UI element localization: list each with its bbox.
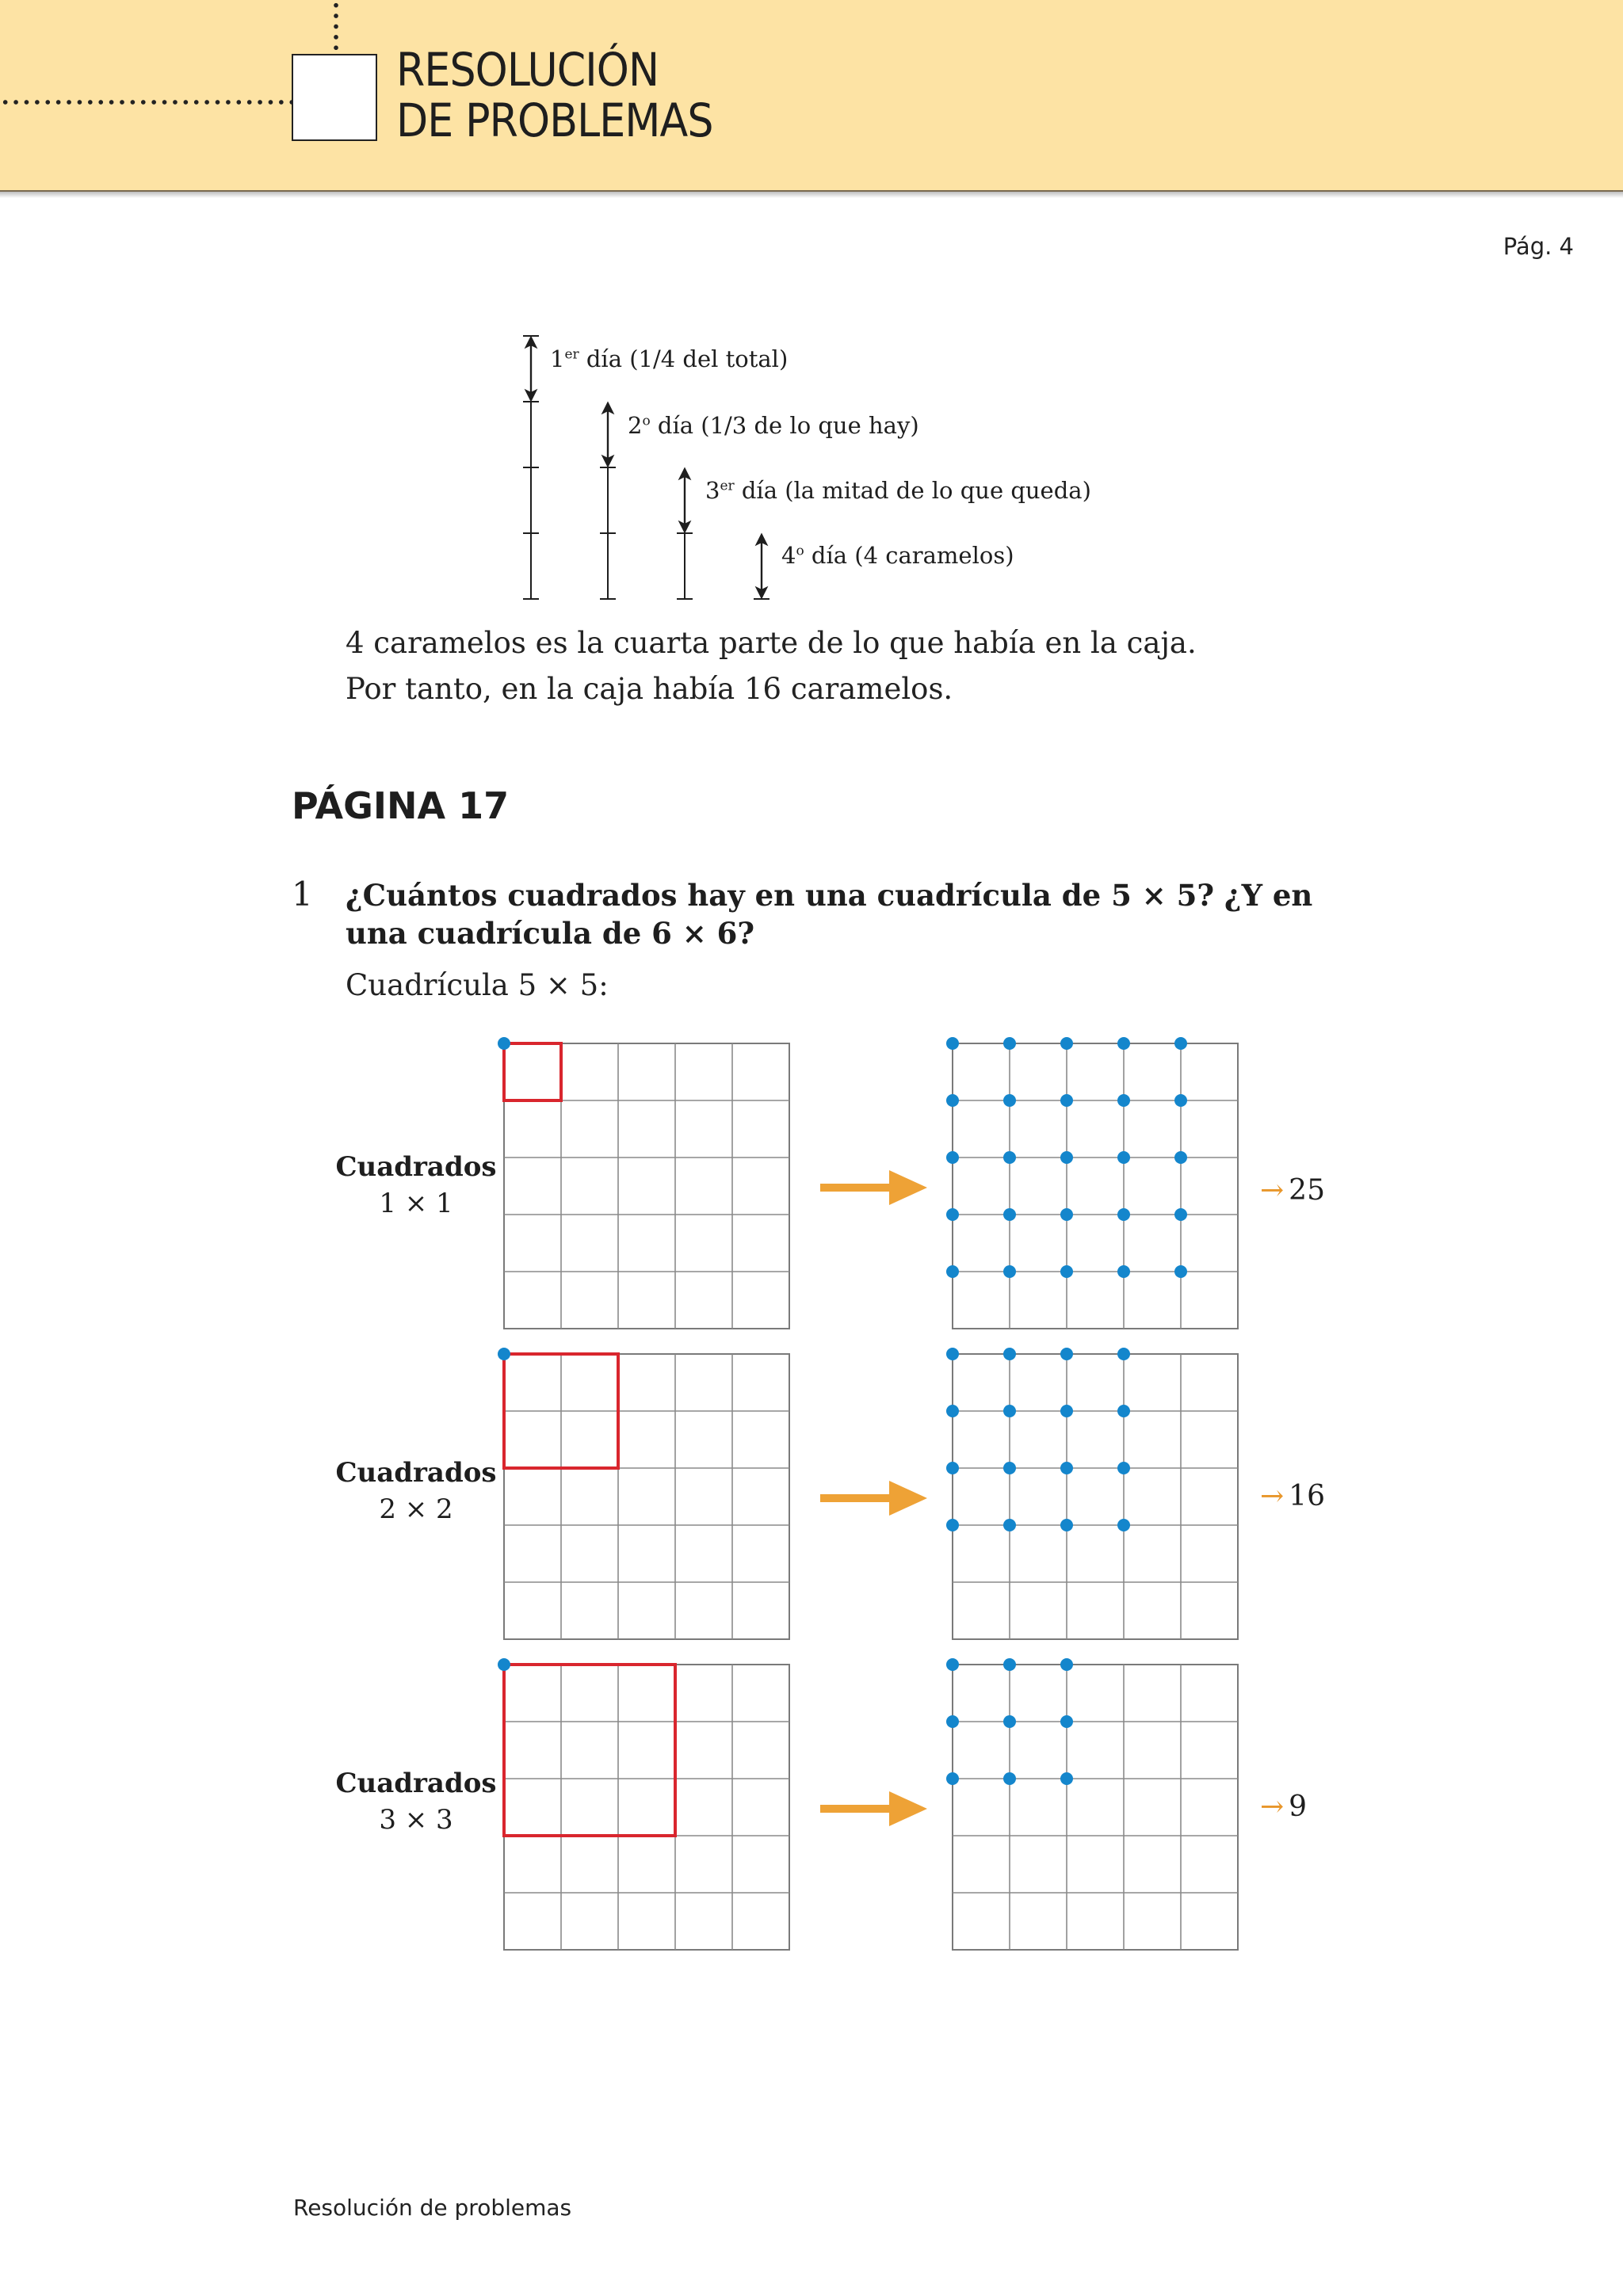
row-label-size: 3 × 3 <box>379 1804 453 1836</box>
row-label-title: Cuadrados <box>335 1151 497 1183</box>
result-value: 16 <box>1289 1480 1325 1512</box>
answer-line-1: 4 caramelos es la cuarta parte de lo que había en la caja. <box>346 626 1197 660</box>
stage-4-ordinal: o <box>796 543 804 559</box>
row-label-title: Cuadrados <box>335 1768 497 1799</box>
position-dot <box>1174 1265 1187 1278</box>
stage-1-number: 1 <box>550 345 565 372</box>
position-dot <box>1060 1519 1073 1531</box>
position-dot <box>946 1519 959 1531</box>
result-value: 25 <box>1289 1174 1325 1207</box>
position-dot <box>946 1265 959 1278</box>
question-number: 1 <box>292 875 313 913</box>
result-1x1 <box>1260 1174 1325 1207</box>
position-dot <box>1117 1519 1130 1531</box>
row-label-3x3 <box>333 1765 499 1838</box>
position-dot <box>1060 1658 1073 1671</box>
highlight-square <box>504 1043 561 1100</box>
left-grid-border <box>504 1043 789 1329</box>
position-dot <box>1003 1462 1016 1474</box>
position-dot <box>1060 1094 1073 1107</box>
position-dot <box>1003 1208 1016 1221</box>
position-dot <box>1117 1348 1130 1360</box>
position-dot <box>946 1094 959 1107</box>
header-dotted-line-vertical <box>334 0 338 54</box>
header-title-line2: DE PROBLEMAS <box>396 93 713 147</box>
corner-dot <box>498 1348 510 1360</box>
stage-2-text: día (1/3 de lo que hay) <box>650 412 919 439</box>
row-label-2x2 <box>333 1455 499 1527</box>
position-dot <box>1174 1037 1187 1050</box>
right-grid-border <box>953 1665 1238 1950</box>
position-dot <box>946 1715 959 1728</box>
position-dot <box>1003 1658 1016 1671</box>
section-title: PÁGINA 17 <box>292 784 510 827</box>
header-square-icon <box>292 54 377 141</box>
position-dot <box>946 1658 959 1671</box>
position-dot <box>946 1772 959 1785</box>
row-label-size: 2 × 2 <box>379 1493 453 1525</box>
header-title-line1: RESOLUCIÓN <box>396 43 659 97</box>
question-text: ¿Cuántos cuadrados hay en una cuadrícula de 5 × 5? ¿Y en una cuadrícula de 6 × 6? <box>346 878 1313 951</box>
position-dot <box>946 1348 959 1360</box>
corner-dot <box>498 1037 510 1050</box>
stage-1-text: día (1/4 del total) <box>579 345 789 372</box>
orange-arrow-icon <box>889 1170 927 1205</box>
result-arrow-icon: → <box>1260 1791 1285 1823</box>
corner-dot <box>498 1658 510 1671</box>
position-dot <box>1060 1405 1073 1417</box>
stage-label-2 <box>628 412 919 439</box>
result-arrow-icon: → <box>1260 1480 1285 1512</box>
stage-3-number: 3 <box>705 477 720 504</box>
highlight-square <box>504 1665 675 1836</box>
position-dot <box>1060 1037 1073 1050</box>
position-dot <box>1003 1265 1016 1278</box>
stage-2-ordinal: o <box>642 413 651 429</box>
stage-4-number: 4 <box>781 542 796 569</box>
left-grid-border <box>504 1665 789 1950</box>
stage-3-ordinal: er <box>720 478 735 494</box>
position-dot <box>1003 1037 1016 1050</box>
highlight-square <box>504 1354 618 1468</box>
answer-line-2: Por tanto, en la caja había 16 caramelos. <box>346 672 953 706</box>
stage-3-text: día (la mitad de lo que queda) <box>734 477 1091 504</box>
stage-1-ordinal: er <box>564 346 579 363</box>
position-dot <box>1174 1151 1187 1164</box>
position-dot <box>946 1462 959 1474</box>
left-grid-border <box>504 1354 789 1639</box>
header-title <box>396 44 713 146</box>
stage-label-1 <box>550 345 788 372</box>
page-footer: Resolución de problemas <box>293 2195 572 2221</box>
page-number: Pág. 4 <box>1503 233 1574 260</box>
position-dot <box>1060 1715 1073 1728</box>
orange-arrow-icon <box>889 1481 927 1516</box>
header-shadow <box>0 192 1623 198</box>
position-dot <box>1060 1208 1073 1221</box>
position-dot <box>1003 1772 1016 1785</box>
position-dot <box>1060 1265 1073 1278</box>
stage-label-4 <box>781 542 1014 569</box>
position-dot <box>1003 1519 1016 1531</box>
stage-label-3 <box>705 477 1091 504</box>
position-dot <box>1003 1348 1016 1360</box>
position-dot <box>1060 1348 1073 1360</box>
position-dot <box>1003 1715 1016 1728</box>
row-label-1x1 <box>333 1149 499 1222</box>
position-dot <box>1117 1265 1130 1278</box>
result-value: 9 <box>1289 1791 1308 1823</box>
row-label-size: 1 × 1 <box>379 1188 453 1219</box>
right-grid-border <box>953 1354 1238 1639</box>
position-dot <box>946 1037 959 1050</box>
position-dot <box>1003 1094 1016 1107</box>
grid-caption: Cuadrícula 5 × 5: <box>346 968 609 1002</box>
stage-4-text: día (4 caramelos) <box>804 542 1014 569</box>
position-dot <box>1117 1151 1130 1164</box>
position-dot <box>1117 1405 1130 1417</box>
position-dot <box>1060 1151 1073 1164</box>
position-dot <box>1003 1405 1016 1417</box>
right-grid-border <box>953 1043 1238 1329</box>
result-3x3 <box>1260 1791 1307 1823</box>
row-label-title: Cuadrados <box>335 1457 497 1489</box>
position-dot <box>1003 1151 1016 1164</box>
position-dot <box>1174 1094 1187 1107</box>
stage-2-number: 2 <box>628 412 643 439</box>
position-dot <box>1060 1772 1073 1785</box>
position-dot <box>1060 1462 1073 1474</box>
orange-arrow-icon <box>889 1791 927 1826</box>
position-dot <box>946 1208 959 1221</box>
position-dot <box>1117 1037 1130 1050</box>
position-dot <box>946 1405 959 1417</box>
position-dot <box>1117 1462 1130 1474</box>
result-arrow-icon: → <box>1260 1174 1285 1207</box>
result-2x2 <box>1260 1480 1325 1512</box>
position-dot <box>946 1151 959 1164</box>
position-dot <box>1117 1208 1130 1221</box>
header-dotted-line-horizontal <box>0 100 292 105</box>
position-dot <box>1174 1208 1187 1221</box>
position-dot <box>1117 1094 1130 1107</box>
page-header <box>0 0 1623 192</box>
